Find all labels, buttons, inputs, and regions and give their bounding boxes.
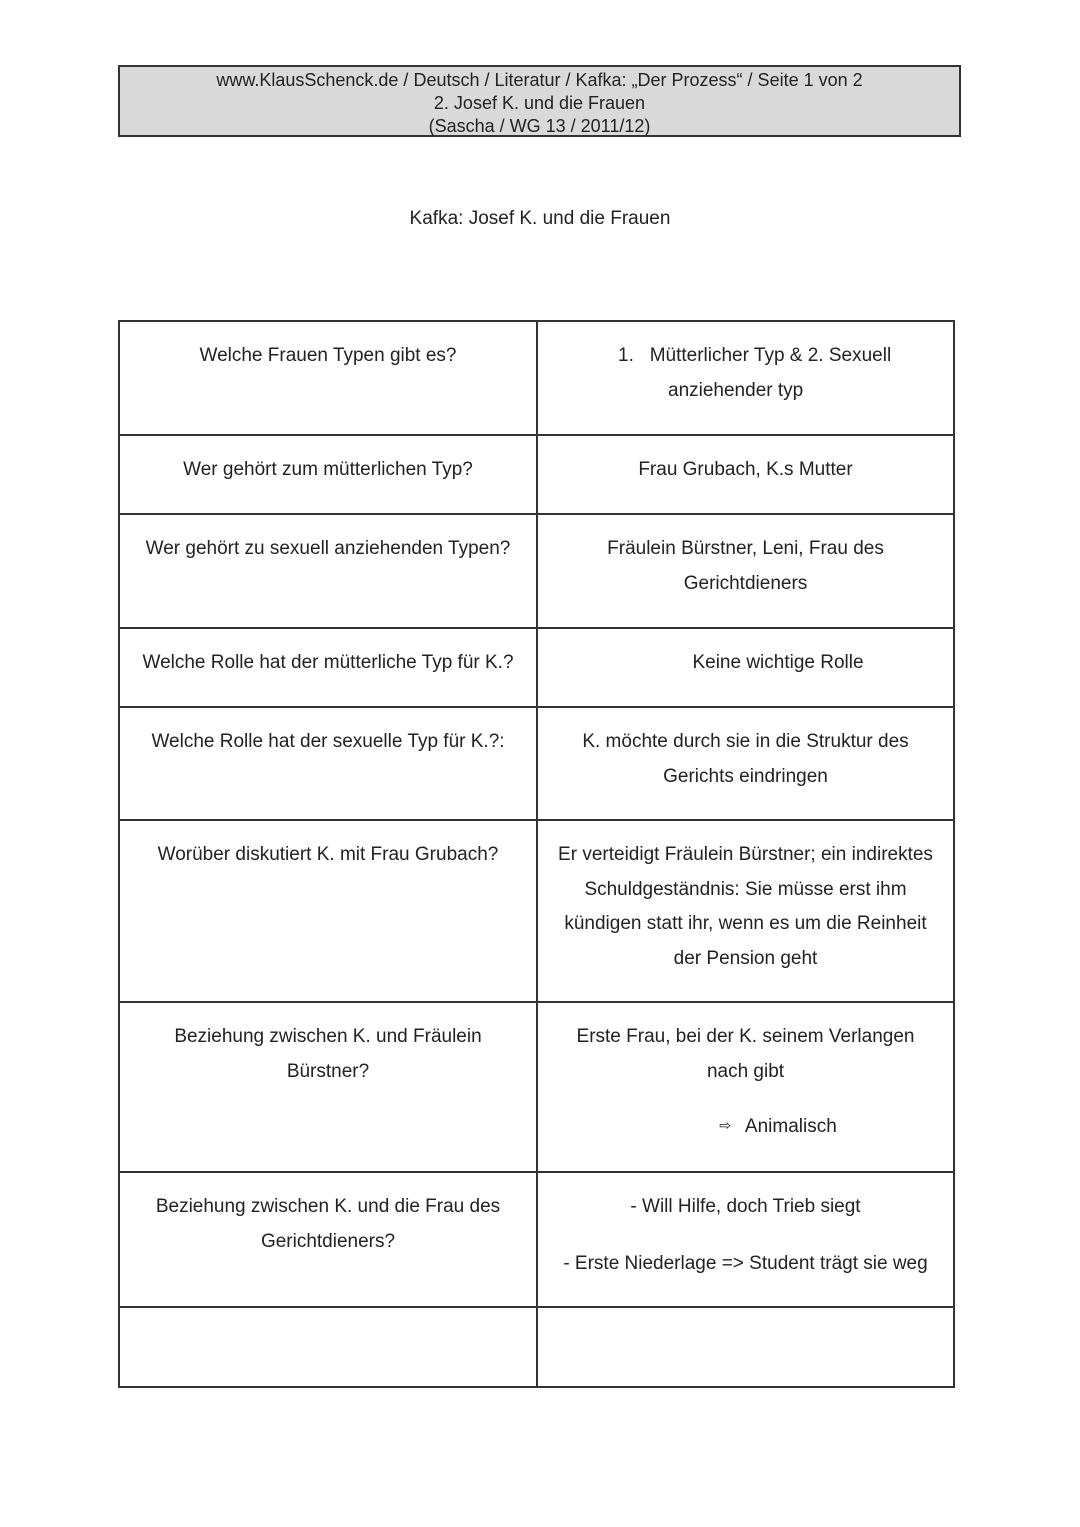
- empty-cell: [119, 1307, 537, 1387]
- arrow-right-icon: ⇨: [719, 1117, 731, 1133]
- answer-cell: 1. Mütterlicher Typ & 2. Sexuell anziehender typ: [537, 321, 954, 435]
- answer-cell: - Will Hilfe, doch Trieb siegt - Erste Niederlage => Student trägt sie weg: [537, 1172, 954, 1307]
- table-row: [119, 820, 954, 1002]
- answer-cell: Erste Frau, bei der K. seinem Verlangen nach gibt ⇨ Animalisch: [537, 1002, 954, 1172]
- table-row: [119, 514, 954, 628]
- header-line-source: www.KlausSchenck.de / Deutsch / Literatur / Kafka: „Der Prozess“ / Seite 1 von 2: [216, 70, 863, 90]
- table-row: [119, 321, 954, 435]
- document-header: [118, 65, 961, 137]
- table-row: [119, 628, 954, 707]
- answer-cell: Frau Grubach, K.s Mutter: [537, 435, 954, 514]
- list-number: 1.: [618, 345, 634, 366]
- page-title: Kafka: Josef K. und die Frauen: [409, 208, 671, 229]
- question-cell: Welche Rolle hat der mütterliche Typ für K.?: [119, 628, 537, 707]
- empty-cell: [537, 1307, 954, 1387]
- header-line-author: (Sascha / WG 13 / 2011/12): [428, 116, 651, 136]
- question-cell: Worüber diskutiert K. mit Frau Grubach?: [119, 820, 537, 1002]
- qa-table: [118, 320, 955, 1388]
- answer-cell: K. möchte durch sie in die Struktur des Gerichts eindringen: [537, 707, 954, 820]
- question-cell: Beziehung zwischen K. und die Frau des Gerichtdieners?: [119, 1172, 537, 1307]
- question-cell: Welche Frauen Typen gibt es?: [119, 321, 537, 435]
- table-row: [119, 1002, 954, 1172]
- question-cell: Beziehung zwischen K. und Fräulein Bürstner?: [119, 1002, 537, 1172]
- table-row: [119, 707, 954, 820]
- answer-cell: Er verteidigt Fräulein Bürstner; ein indirektes Schuldgeständnis: Sie müsse erst ihm kündigen statt ihr, wenn es um die Reinheit der Pension geht: [537, 820, 954, 1002]
- header-line-topic: 2. Josef K. und die Frauen: [433, 93, 646, 113]
- question-cell: Wer gehört zum mütterlichen Typ?: [119, 435, 537, 514]
- question-cell: Wer gehört zu sexuell anziehenden Typen?: [119, 514, 537, 628]
- table-row: [119, 1172, 954, 1307]
- table-row: [119, 1307, 954, 1387]
- answer-cell: Fräulein Bürstner, Leni, Frau des Gerichtdieners: [537, 514, 954, 628]
- question-cell: Welche Rolle hat der sexuelle Typ für K.?:: [119, 707, 537, 820]
- table-row: [119, 435, 954, 514]
- answer-cell: Keine wichtige Rolle: [537, 628, 954, 707]
